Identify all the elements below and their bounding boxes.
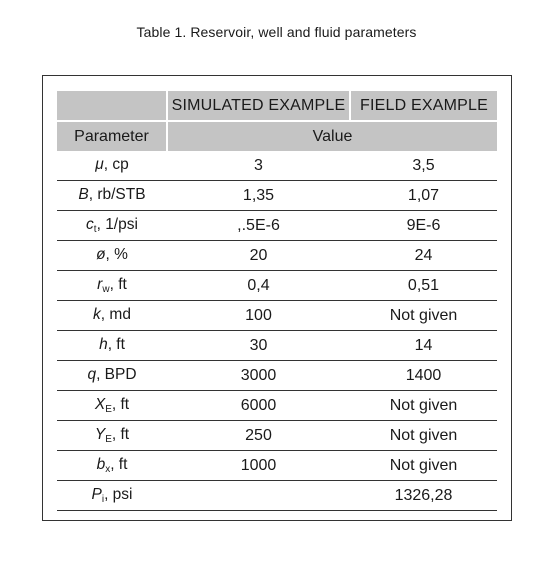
field-value: 0,51 xyxy=(350,271,497,301)
parameter-unit: , ft xyxy=(111,396,130,413)
parameter-unit: , cp xyxy=(103,156,129,173)
simulated-value: 1000 xyxy=(167,451,350,481)
parameter-unit: , psi xyxy=(104,486,133,503)
parameter-cell xyxy=(57,241,167,271)
simulated-value: 3000 xyxy=(167,361,350,391)
parameter-unit: , rb/STB xyxy=(88,186,146,203)
table-row xyxy=(57,151,497,181)
parameter-cell xyxy=(57,271,167,301)
parameter-subscript: w xyxy=(102,284,110,295)
field-value: 14 xyxy=(350,331,497,361)
parameter-unit: , 1/psi xyxy=(96,216,138,233)
header-value: Value xyxy=(167,121,497,151)
parameter-cell xyxy=(57,451,167,481)
parameter-symbol: B xyxy=(78,186,89,203)
parameter-cell xyxy=(57,481,167,511)
parameter-subscript: t xyxy=(93,224,97,235)
parameter-cell xyxy=(57,421,167,451)
header-parameter: Parameter xyxy=(57,121,167,151)
table-row xyxy=(57,481,497,511)
parameter-cell xyxy=(57,391,167,421)
header-row-parameter xyxy=(57,121,497,151)
table-caption: Table 1. Reservoir, well and fluid parameters xyxy=(136,24,417,40)
simulated-value: 3 xyxy=(167,151,350,181)
header-field-example: FIELD EXAMPLE xyxy=(350,91,497,121)
simulated-value: 250 xyxy=(167,421,350,451)
table-row xyxy=(57,451,497,481)
header-row-examples xyxy=(57,91,497,121)
header-simulated-example: SIMULATED EXAMPLE xyxy=(167,91,350,121)
parameter-subscript: x xyxy=(105,464,111,475)
simulated-value: 6000 xyxy=(167,391,350,421)
field-value: 24 xyxy=(350,241,497,271)
parameter-symbol: h xyxy=(99,336,108,353)
simulated-value xyxy=(167,481,350,511)
field-value: Not given xyxy=(350,301,497,331)
parameter-cell xyxy=(57,181,167,211)
parameter-cell xyxy=(57,361,167,391)
parameter-subscript: i xyxy=(101,494,105,505)
header-blank-cell xyxy=(57,91,167,121)
parameter-subscript: E xyxy=(105,404,112,415)
table-row xyxy=(57,181,497,211)
field-value: 3,5 xyxy=(350,151,497,181)
field-value: 1400 xyxy=(350,361,497,391)
simulated-value: 20 xyxy=(167,241,350,271)
simulated-value: 30 xyxy=(167,331,350,361)
parameter-symbol: b xyxy=(96,456,106,473)
parameter-symbol: k xyxy=(93,306,101,323)
field-value: Not given xyxy=(350,451,497,481)
parameter-unit: , BPD xyxy=(96,366,137,383)
parameter-symbol: X xyxy=(94,396,106,413)
parameter-unit: , md xyxy=(100,306,131,323)
table-row xyxy=(57,301,497,331)
parameter-symbol: r xyxy=(97,276,103,293)
parameter-symbol: Y xyxy=(94,426,106,443)
table-row xyxy=(57,271,497,301)
table-row xyxy=(57,421,497,451)
parameters-table xyxy=(57,91,497,511)
parameter-symbol: q xyxy=(87,366,97,383)
parameter-unit: , ft xyxy=(107,336,125,353)
field-value: 1326,28 xyxy=(350,481,497,511)
field-value: Not given xyxy=(350,421,497,451)
field-value: 1,07 xyxy=(350,181,497,211)
parameter-cell xyxy=(57,331,167,361)
parameter-subscript: E xyxy=(105,434,112,445)
parameter-unit: , ft xyxy=(109,276,127,293)
table-row xyxy=(57,391,497,421)
parameter-unit: , ft xyxy=(110,456,128,473)
parameter-cell xyxy=(57,211,167,241)
parameter-cell xyxy=(57,151,167,181)
table-row xyxy=(57,331,497,361)
parameter-symbol: μ xyxy=(95,156,104,173)
field-value: Not given xyxy=(350,391,497,421)
parameter-symbol: P xyxy=(91,486,102,503)
parameter-cell xyxy=(57,301,167,331)
table-row xyxy=(57,211,497,241)
simulated-value: 1,35 xyxy=(167,181,350,211)
parameter-unit: , % xyxy=(105,246,128,263)
table-row xyxy=(57,361,497,391)
parameter-unit: , ft xyxy=(111,426,130,443)
simulated-value: ,.5E-6 xyxy=(167,211,350,241)
simulated-value: 0,4 xyxy=(167,271,350,301)
table-row xyxy=(57,241,497,271)
simulated-value: 100 xyxy=(167,301,350,331)
parameter-symbol: ø xyxy=(96,246,106,263)
parameter-symbol: c xyxy=(86,216,94,233)
field-value: 9E-6 xyxy=(350,211,497,241)
